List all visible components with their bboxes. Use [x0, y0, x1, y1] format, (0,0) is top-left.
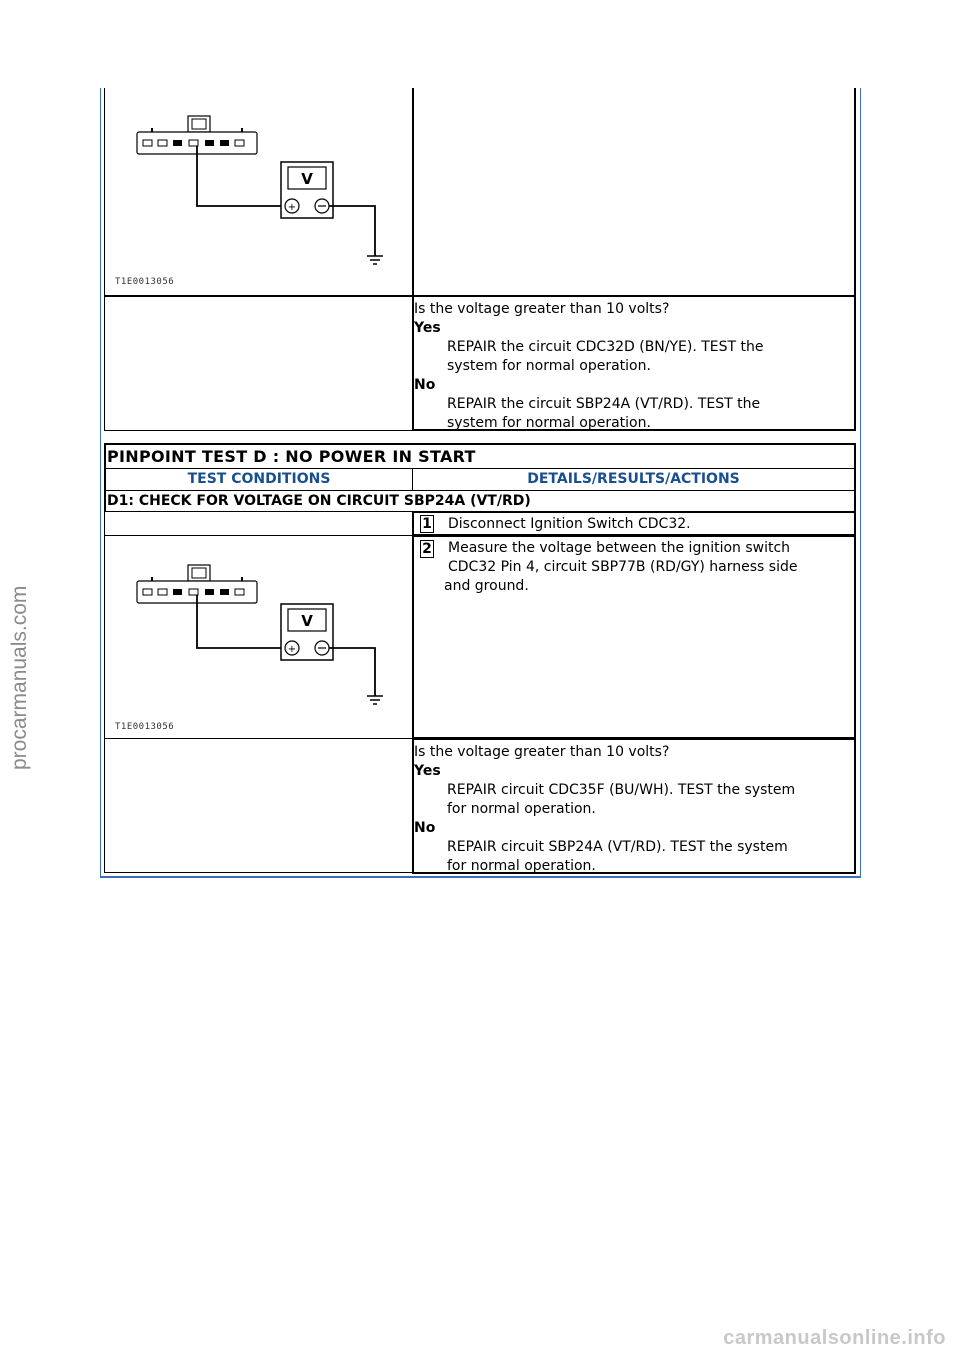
- question-2: Is the voltage greater than 10 volts?: [414, 744, 670, 760]
- meter-label: V: [301, 170, 313, 188]
- diagram-cell-2: [104, 535, 413, 739]
- col-details-label: DETAILS/RESULTS/ACTIONS: [527, 471, 740, 487]
- step-heading: D1: CHECK FOR VOLTAGE ON CIRCUIT SBP24A (VT/RD): [107, 493, 531, 509]
- watermark-left: procarmanuals.com: [8, 585, 31, 770]
- step-heading-row: [104, 490, 856, 512]
- voltmeter-diagram-1: [105, 88, 412, 294]
- no-label-1: No: [414, 377, 436, 393]
- column-header-conditions: [104, 468, 413, 491]
- watermark-bottom: carmanualsonline.info: [723, 1327, 946, 1349]
- step-2-text-line3: and ground.: [444, 578, 529, 594]
- step-1-text: Disconnect Ignition Switch CDC32.: [448, 516, 691, 532]
- conditions-empty-2: [104, 738, 413, 873]
- image-caption-2: T1E0013056: [115, 722, 175, 732]
- step-1-cell: [412, 511, 856, 536]
- conditions-empty-step1: [104, 511, 413, 536]
- column-header-details: [412, 468, 856, 491]
- svg-text:+: +: [287, 644, 297, 655]
- yes-label-2: Yes: [414, 763, 441, 779]
- svg-text:+: +: [287, 202, 297, 213]
- result-cell-1: [412, 295, 856, 431]
- no-action-2-line2: for normal operation.: [447, 858, 596, 874]
- step-2-cell: [412, 535, 856, 739]
- step-2-text-line1: Measure the voltage between the ignition switch: [448, 540, 791, 556]
- result-cell-2: [412, 738, 856, 874]
- yes-action-2-line1: REPAIR circuit CDC35F (BU/WH). TEST the system: [447, 782, 796, 798]
- question-1: Is the voltage greater than 10 volts?: [414, 301, 670, 317]
- no-action-1-line1: REPAIR the circuit SBP24A (VT/RD). TEST the: [447, 396, 761, 412]
- test-d-title: PINPOINT TEST D : NO POWER IN START: [107, 447, 476, 466]
- diagram-right-empty-1: [412, 88, 856, 297]
- no-label-2: No: [414, 820, 436, 836]
- step-2-text-line2: CDC32 Pin 4, circuit SBP77B (RD/GY) harness side: [448, 559, 798, 575]
- image-caption-1: T1E0013056: [115, 277, 175, 287]
- yes-action-1-line1: REPAIR the circuit CDC32D (BN/YE). TEST the: [447, 339, 764, 355]
- test-d-title-row: [104, 443, 856, 469]
- yes-label-1: Yes: [414, 320, 441, 336]
- yes-action-2-line2: for normal operation.: [447, 801, 596, 817]
- no-action-2-line1: REPAIR circuit SBP24A (VT/RD). TEST the system: [447, 839, 788, 855]
- conditions-empty-1: [104, 296, 413, 431]
- diagram-cell-1: [104, 88, 413, 296]
- yes-action-1-line2: system for normal operation.: [447, 358, 651, 374]
- step-1-number: 1: [420, 515, 434, 533]
- meter-label: V: [301, 612, 313, 630]
- voltmeter-diagram-2: [105, 536, 412, 738]
- no-action-1-line2: system for normal operation.: [447, 415, 651, 431]
- step-2-number: 2: [420, 540, 434, 558]
- col-conditions-label: TEST CONDITIONS: [187, 471, 331, 487]
